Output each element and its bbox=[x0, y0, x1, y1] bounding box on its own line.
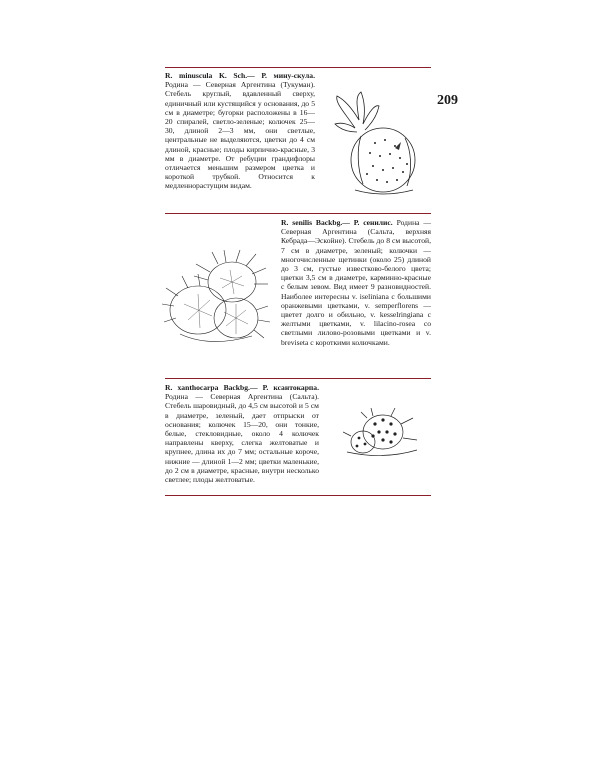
entry-minuscula-body: Родина — Северная Аргентина (Тукуман). Стебель круглый, вдавленный сверху, единичный или кустящийся у основания, до 5 см в диаметре; бугорки расположены в 16—20 спиралей, светло-зеленые; колючек 25—30, длиной 2—3 мм, они светлые, центральные не выделяются, цветки до 4 см длиной, красные; плоды кирпично-красные, 3 мм в диаметре. От ребуции грандифлоры отличается меньшим размером цветка и короткой трубкой. Относится к медленнорастущим видам. bbox=[165, 80, 315, 191]
divider-rule bbox=[165, 495, 431, 496]
page-number: 209 bbox=[437, 93, 458, 108]
cactus-with-flower-icon bbox=[325, 88, 425, 198]
entry-senilis-body: Родина — Северная Аргентина (Сальта, верхняя Кебрада—Эскойне). Стебель до 8 см высотой, 7 см в диаметре, зеленый; колючки — многочисленные щетинки (около 25) длиной до 3 см, густые известково-белого цвета; цветки 3,5 см в диаметре, карминно-красные с белым зевом. Вид имеет 9 разновидностей. Наиболее интересны v. iseliniana с большими оранжевыми цветками, v. semperflorens — цветет долго и обильно, v. kesselringiana с желтыми цветками, v. lilacino-rosea со светлыми лилово-розовыми цветками и v. breviseta с короткими колючками. bbox=[281, 218, 431, 347]
divider-rule bbox=[165, 67, 431, 68]
entry-xanthocarpa-text bbox=[165, 383, 319, 484]
entry-minuscula-text bbox=[165, 71, 315, 191]
entry-xanthocarpa-body: Родина — Северная Аргентина (Сальта). Стебель шаровидный, до 4,5 см высотой и 5 см в диаметре, зеленый, дает отпрыски от основания; колючек 15—20, они тонкие, белые, стекловидные, около 4 колючек направлены кверху, слегка желтоватые и крупнее, длина их до 7 мм; остальные короче, нижние — длиной 1—2 мм; цветки маленькие, до 2 см в диаметре, красные, внутри несколько светлее; плоды желтоватые. bbox=[165, 392, 319, 485]
divider-rule bbox=[165, 378, 431, 379]
entry-senilis-text bbox=[281, 218, 431, 347]
spiny-cactus-cluster-icon bbox=[160, 248, 272, 352]
small-globular-cactus-icon bbox=[343, 408, 421, 462]
entry-senilis-title: R. senilis Backbg.— Р. сенилис. bbox=[281, 218, 393, 227]
divider-rule bbox=[165, 213, 431, 214]
entry-minuscula-title: R. minuscula K. Sch.— Р. мину-скула. bbox=[165, 71, 315, 80]
entry-xanthocarpa-title: R. xanthocarpa Backbg.— Р. ксантокарпа. bbox=[165, 383, 319, 392]
